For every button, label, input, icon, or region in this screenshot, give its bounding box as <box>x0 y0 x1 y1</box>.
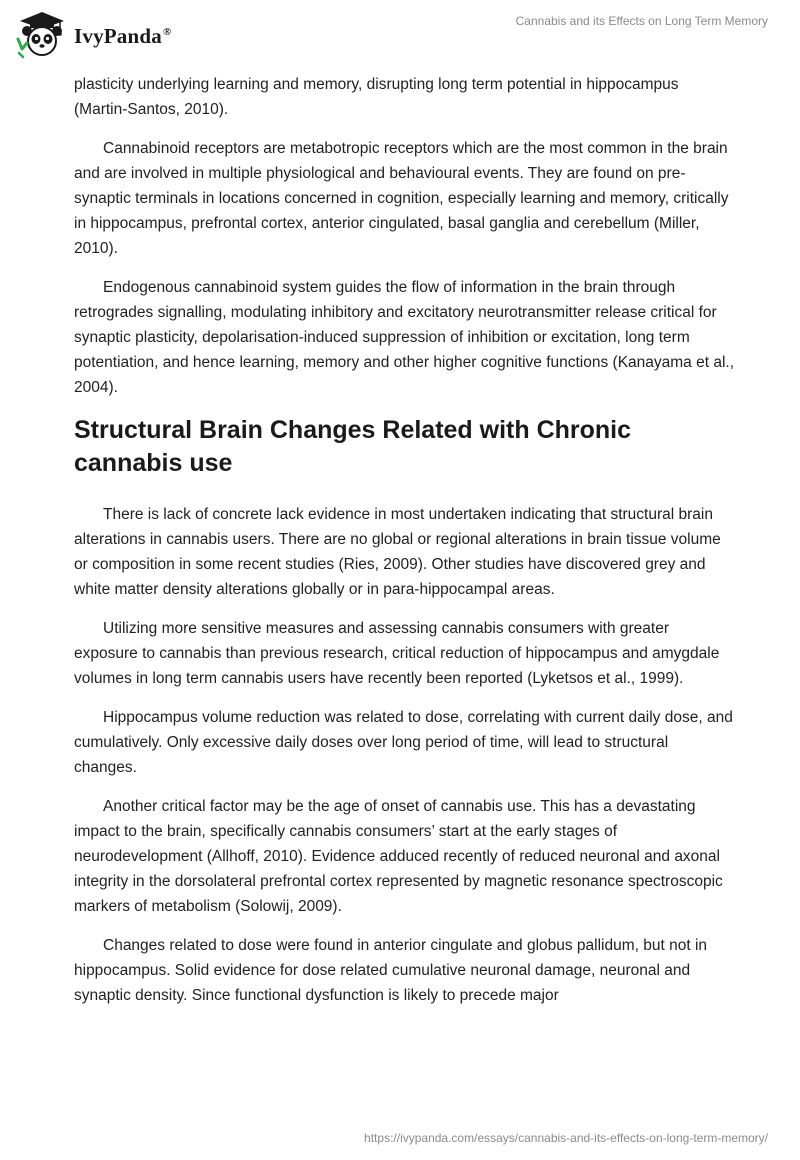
paragraph: Changes related to dose were found in anterior cingulate and globus pallidum, but not in hippocampus. Solid evidence for dose related cumulative neuronal damage, neuronal and synaptic density. Since functional dysfunction is likely to precede major <box>74 937 708 1004</box>
paragraph: Utilizing more sensitive measures and assessing cannabis consumers with greater exposure to cannabis than previous research, critical reduction of hippocampus and amygdale volumes in long term cannabis users have recently been reported (Lyketsos et al., 1999). <box>74 620 720 687</box>
paragraph: Endogenous cannabinoid system guides the flow of information in the brain through retrogrades signalling, modulating inhibitory and excitatory neurotransmitter release critical for synaptic plasticity, depolarisation-induced suppression of inhibition or excitation, long term potentiation, and hence learning, memory and other higher cognitive functions (Kanayama et al., 2004). <box>74 279 735 396</box>
panda-graduate-icon <box>14 9 70 59</box>
section-heading: Structural Brain Changes Related with Chronic cannabis use <box>74 416 632 477</box>
paragraph-continuation: plasticity underlying learning and memory, disrupting long term potential in hippocampus (Martin-Santos, 2010). <box>74 76 679 118</box>
source-url[interactable]: https://ivypanda.com/essays/cannabis-and-its-effects-on-long-term-memory/ <box>364 1131 768 1145</box>
paragraph: Another critical factor may be the age of onset of cannabis use. This has a devastating impact to the brain, specifically cannabis consumers’ start at the early stages of neurodevelopment (Allhoff, 2010). Evidence adduced recently of reduced neuronal and axonal integrity in the dorsolateral prefrontal cortex represented by magnetic resonance spectroscopic markers of metabolism (Solowij, 2009). <box>74 798 723 915</box>
paragraph: Hippocampus volume reduction was related to dose, correlating with current daily dose, and cumulatively. Only excessive daily doses over long period of time, will lead to structural changes. <box>74 709 733 776</box>
brand-logo[interactable] <box>14 9 171 59</box>
paragraph: Cannabinoid receptors are metabotropic receptors which are the most common in the brain and are involved in multiple physiological and behavioural events. They are found on pre-synaptic terminals in locations concerned in cognition, especially learning and memory, critically in hippocampus, prefrontal cortex, anterior cingulated, basal ganglia and cerebellum (Miller, 2010). <box>74 140 729 257</box>
document-title: Cannabis and its Effects on Long Term Memory <box>515 14 768 28</box>
brand-name: IvyPanda® <box>74 23 172 48</box>
paragraph: There is lack of concrete lack evidence in most undertaken indicating that structural brain alterations in cannabis users. There are no global or regional alterations in brain tissue volume or composition in some recent studies (Ries, 2009). Other studies have discovered grey and white matter density alterations globally or in para-hippocampal areas. <box>74 506 721 598</box>
page-header <box>0 0 800 68</box>
brand-registered-mark: ® <box>162 25 172 38</box>
article-body <box>74 72 734 1022</box>
